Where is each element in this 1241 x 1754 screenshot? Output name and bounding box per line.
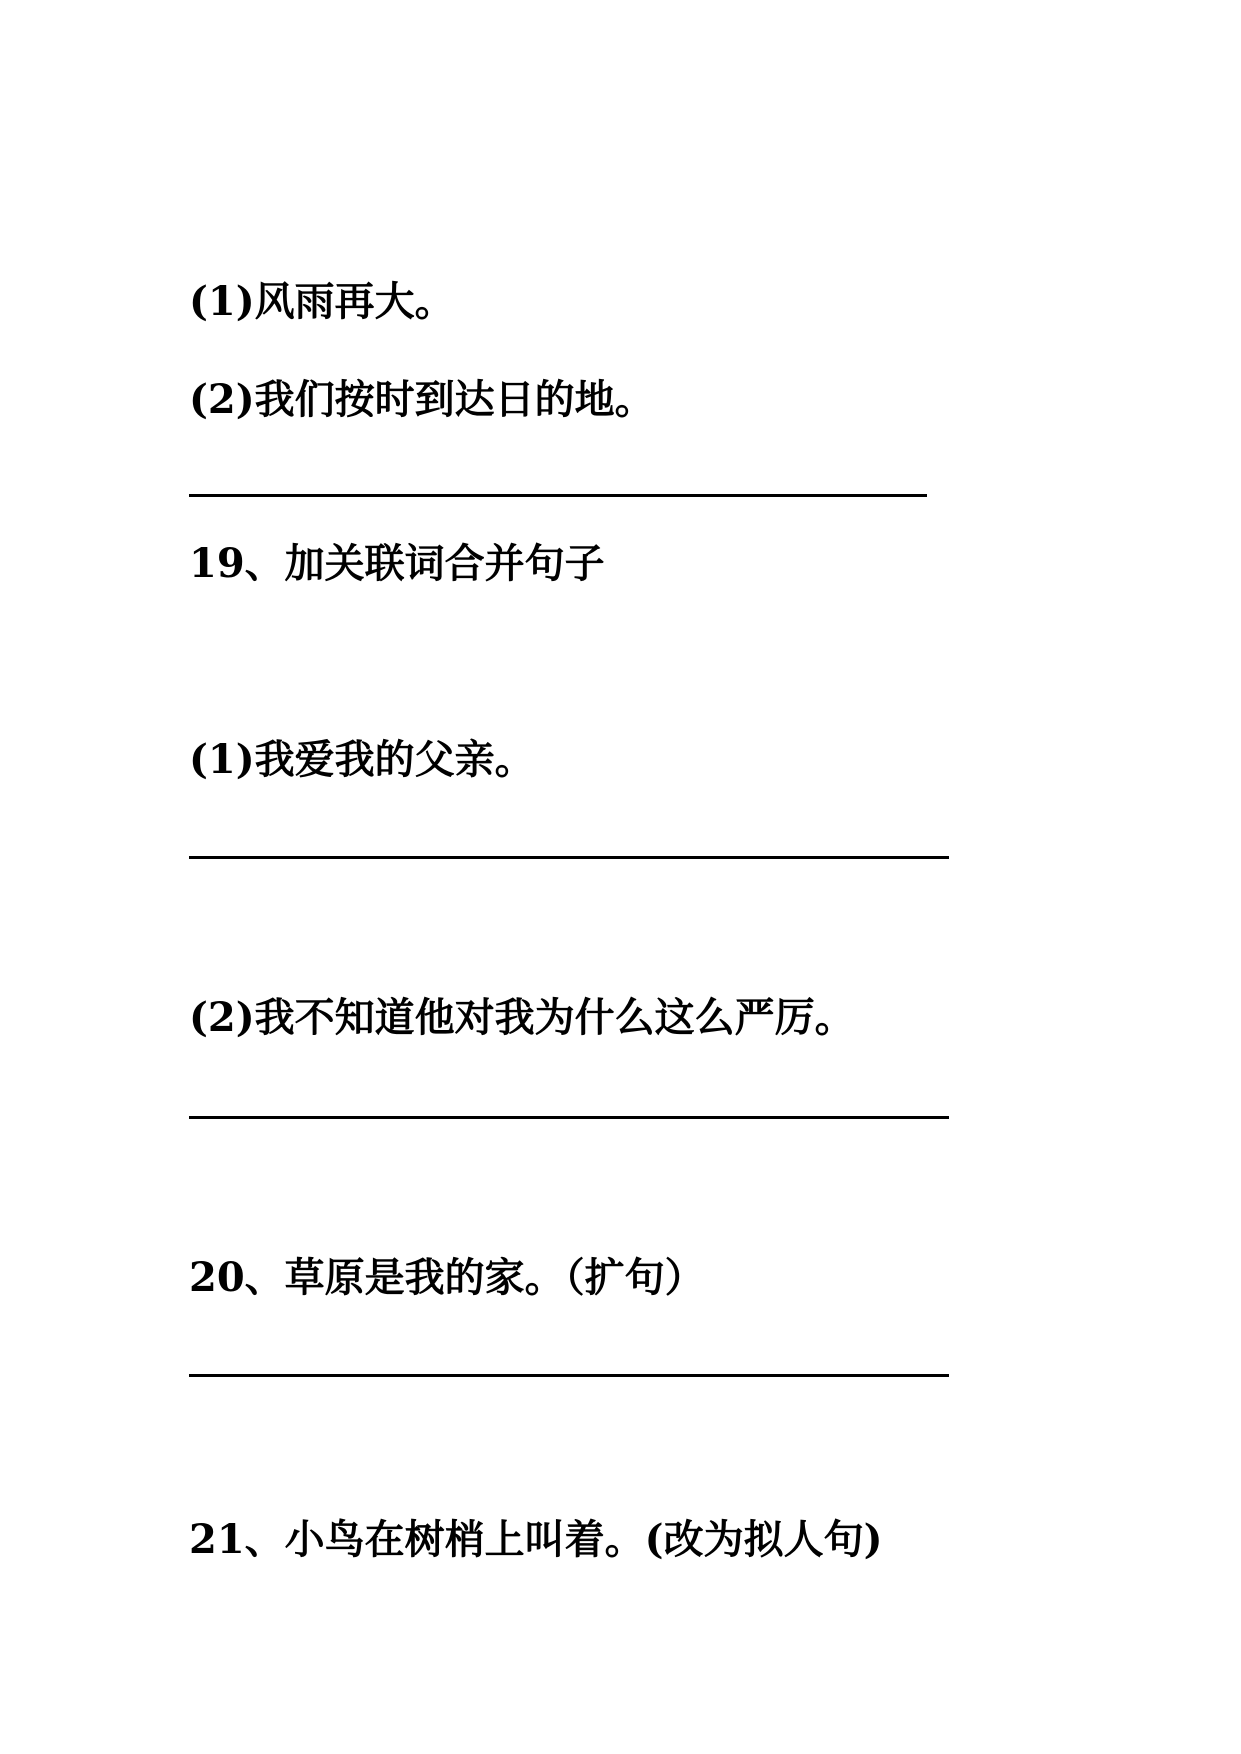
question-20-title: 20、草原是我的家。（扩句） (189, 1254, 705, 1301)
question-21-title: 21、小鸟在树梢上叫着。(改为拟人句) (189, 1516, 883, 1563)
question-19-title: 19、加关联词合并句子 (189, 540, 605, 587)
answer-line[interactable] (189, 856, 949, 859)
answer-line[interactable] (189, 1116, 949, 1119)
answer-line[interactable] (189, 1374, 949, 1377)
item-19-sentence-1: (1)我爱我的父亲。 (189, 736, 535, 783)
answer-line[interactable] (189, 494, 927, 497)
item-19-sentence-2: (2)我不知道他对我为什么这么严厉。 (189, 994, 855, 1041)
item-18-sentence-2: (2)我们按时到达日的地。 (189, 376, 655, 423)
item-18-sentence-1: (1)风雨再大。 (189, 278, 455, 325)
